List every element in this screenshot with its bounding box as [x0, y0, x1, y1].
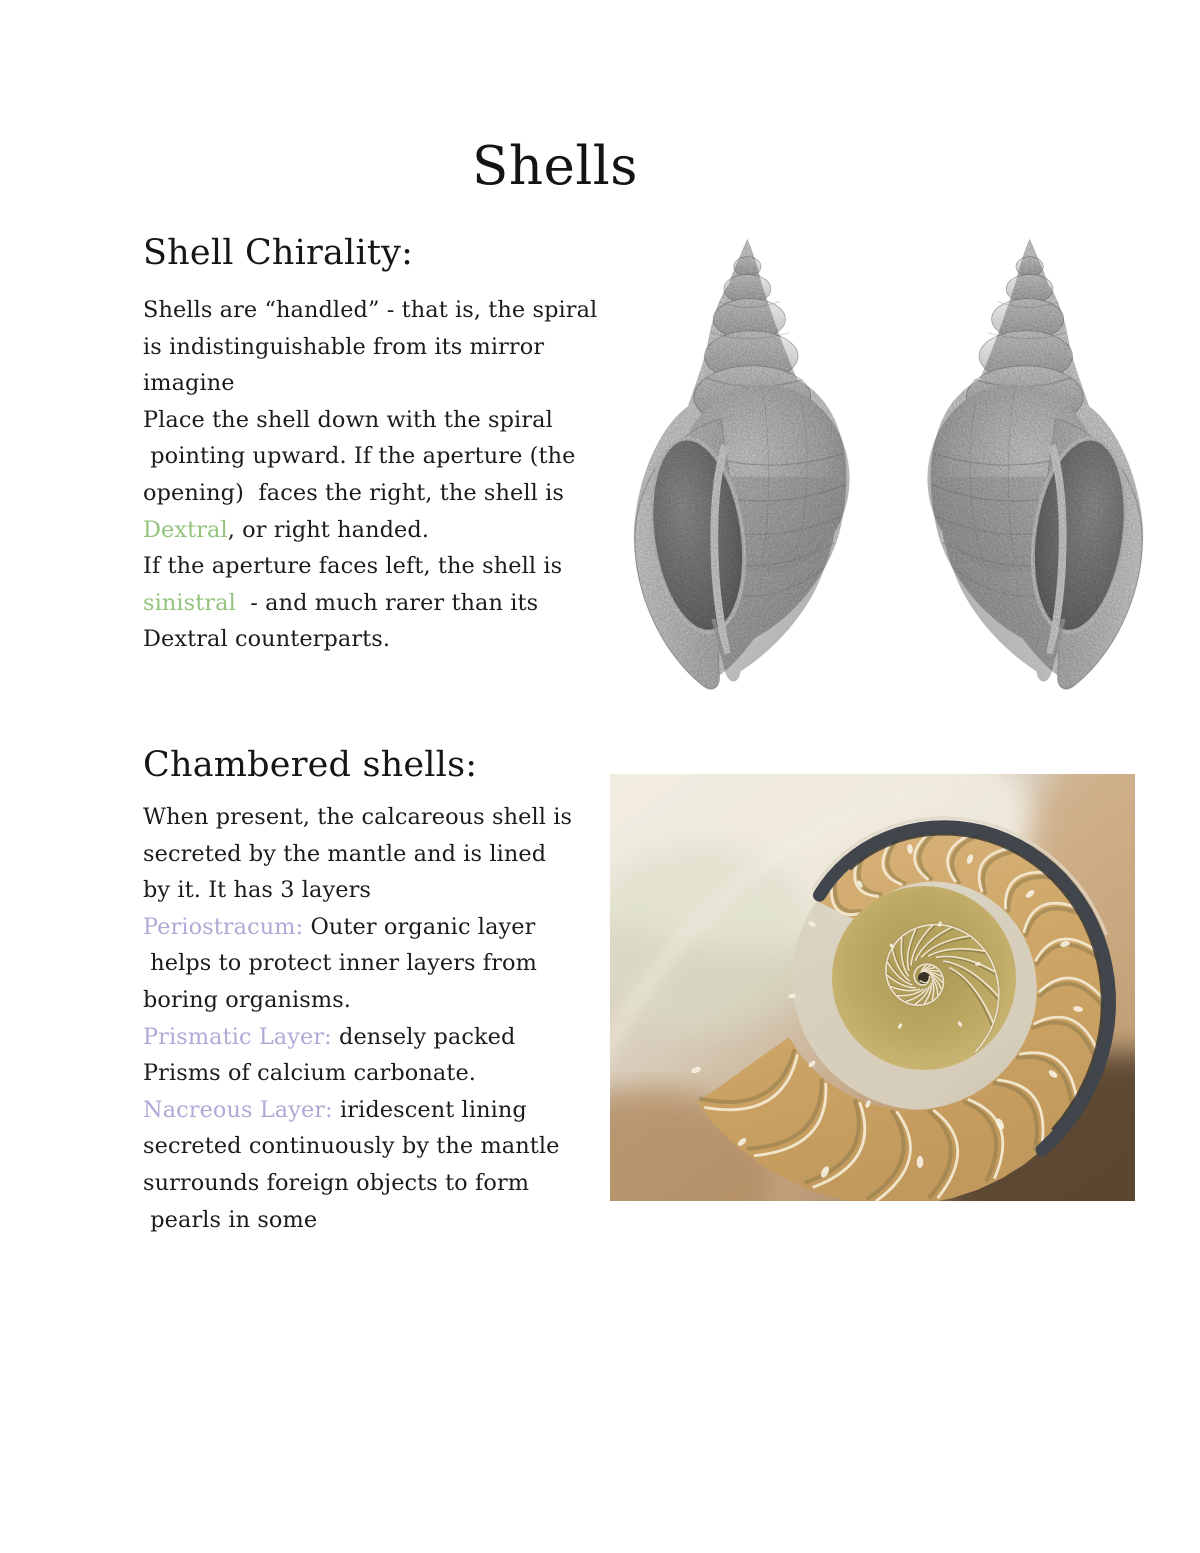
text-line	[143, 1092, 572, 1129]
text-line	[143, 292, 597, 329]
text-line	[143, 836, 572, 873]
shell-pair-illustration	[616, 226, 1161, 708]
text-run: boring organisms.	[143, 986, 352, 1013]
section-heading-chirality: Shell Chirality:	[143, 233, 414, 273]
text-line	[143, 1055, 572, 1092]
text-line	[143, 945, 572, 982]
text-run: iridescent lining	[332, 1096, 527, 1123]
text-run: Prismatic Layer:	[143, 1023, 332, 1050]
chirality-paragraphs	[143, 292, 597, 658]
text-run: is indistinguishable from its mirror	[143, 333, 545, 360]
text-line	[143, 438, 597, 475]
text-line	[143, 799, 572, 836]
text-line	[143, 329, 597, 366]
text-run: If the aperture faces left, the shell is	[143, 553, 563, 580]
shell-engraving-dextral	[927, 239, 1142, 689]
document-title: Shells	[472, 136, 638, 197]
engraving-grain	[634, 239, 846, 689]
text-line	[143, 1019, 572, 1056]
text-line	[143, 621, 597, 658]
text-line	[143, 1202, 572, 1239]
text-line	[143, 909, 572, 946]
text-run: Periostracum:	[143, 913, 304, 940]
shell-chirality-figure	[616, 226, 1161, 708]
text-run: surrounds foreign objects to form	[143, 1169, 530, 1196]
text-line	[143, 365, 597, 402]
text-line	[143, 475, 597, 512]
chambered-paragraphs	[143, 799, 572, 1238]
text-line	[143, 872, 572, 909]
text-run: secreted by the mantle and is lined	[143, 840, 547, 867]
text-run: helps to protect inner layers from	[143, 950, 537, 977]
text-run: Outer organic layer	[303, 913, 536, 940]
text-line	[143, 1128, 572, 1165]
nautilus-photo	[610, 774, 1135, 1201]
text-run: Dextral counterparts.	[143, 626, 391, 653]
text-run: densely packed	[331, 1023, 516, 1050]
text-run: sinistral	[143, 589, 244, 616]
text-line	[143, 982, 572, 1019]
text-line	[143, 548, 597, 585]
text-run: , or right handed.	[227, 516, 430, 543]
text-run: imagine	[143, 370, 235, 397]
text-run: pointing upward. If the aperture (the	[143, 443, 576, 470]
text-line	[143, 512, 597, 549]
section-heading-chambered: Chambered shells:	[143, 745, 478, 785]
text-run: - and much rarer than its	[243, 589, 539, 616]
text-run: by it. It has 3 layers	[143, 877, 371, 904]
text-run: Nacreous Layer:	[143, 1096, 333, 1123]
text-line	[143, 402, 597, 439]
text-run: Shells are “handled” - that is, the spiral	[143, 297, 598, 323]
shell-engraving-sinistral	[634, 239, 849, 689]
text-run: When present, the calcareous shell is	[143, 804, 573, 830]
text-line	[143, 585, 597, 622]
text-run: secreted continuously by the mantle	[143, 1133, 560, 1160]
text-run: opening) faces the right, the shell is	[143, 479, 564, 506]
text-line	[143, 1165, 572, 1202]
text-run: Prisms of calcium carbonate.	[143, 1060, 477, 1087]
text-run: Dextral	[143, 516, 228, 543]
nautilus-figure	[610, 774, 1135, 1201]
text-run: pearls in some	[143, 1206, 318, 1233]
text-run: Place the shell down with the spiral	[143, 406, 553, 433]
